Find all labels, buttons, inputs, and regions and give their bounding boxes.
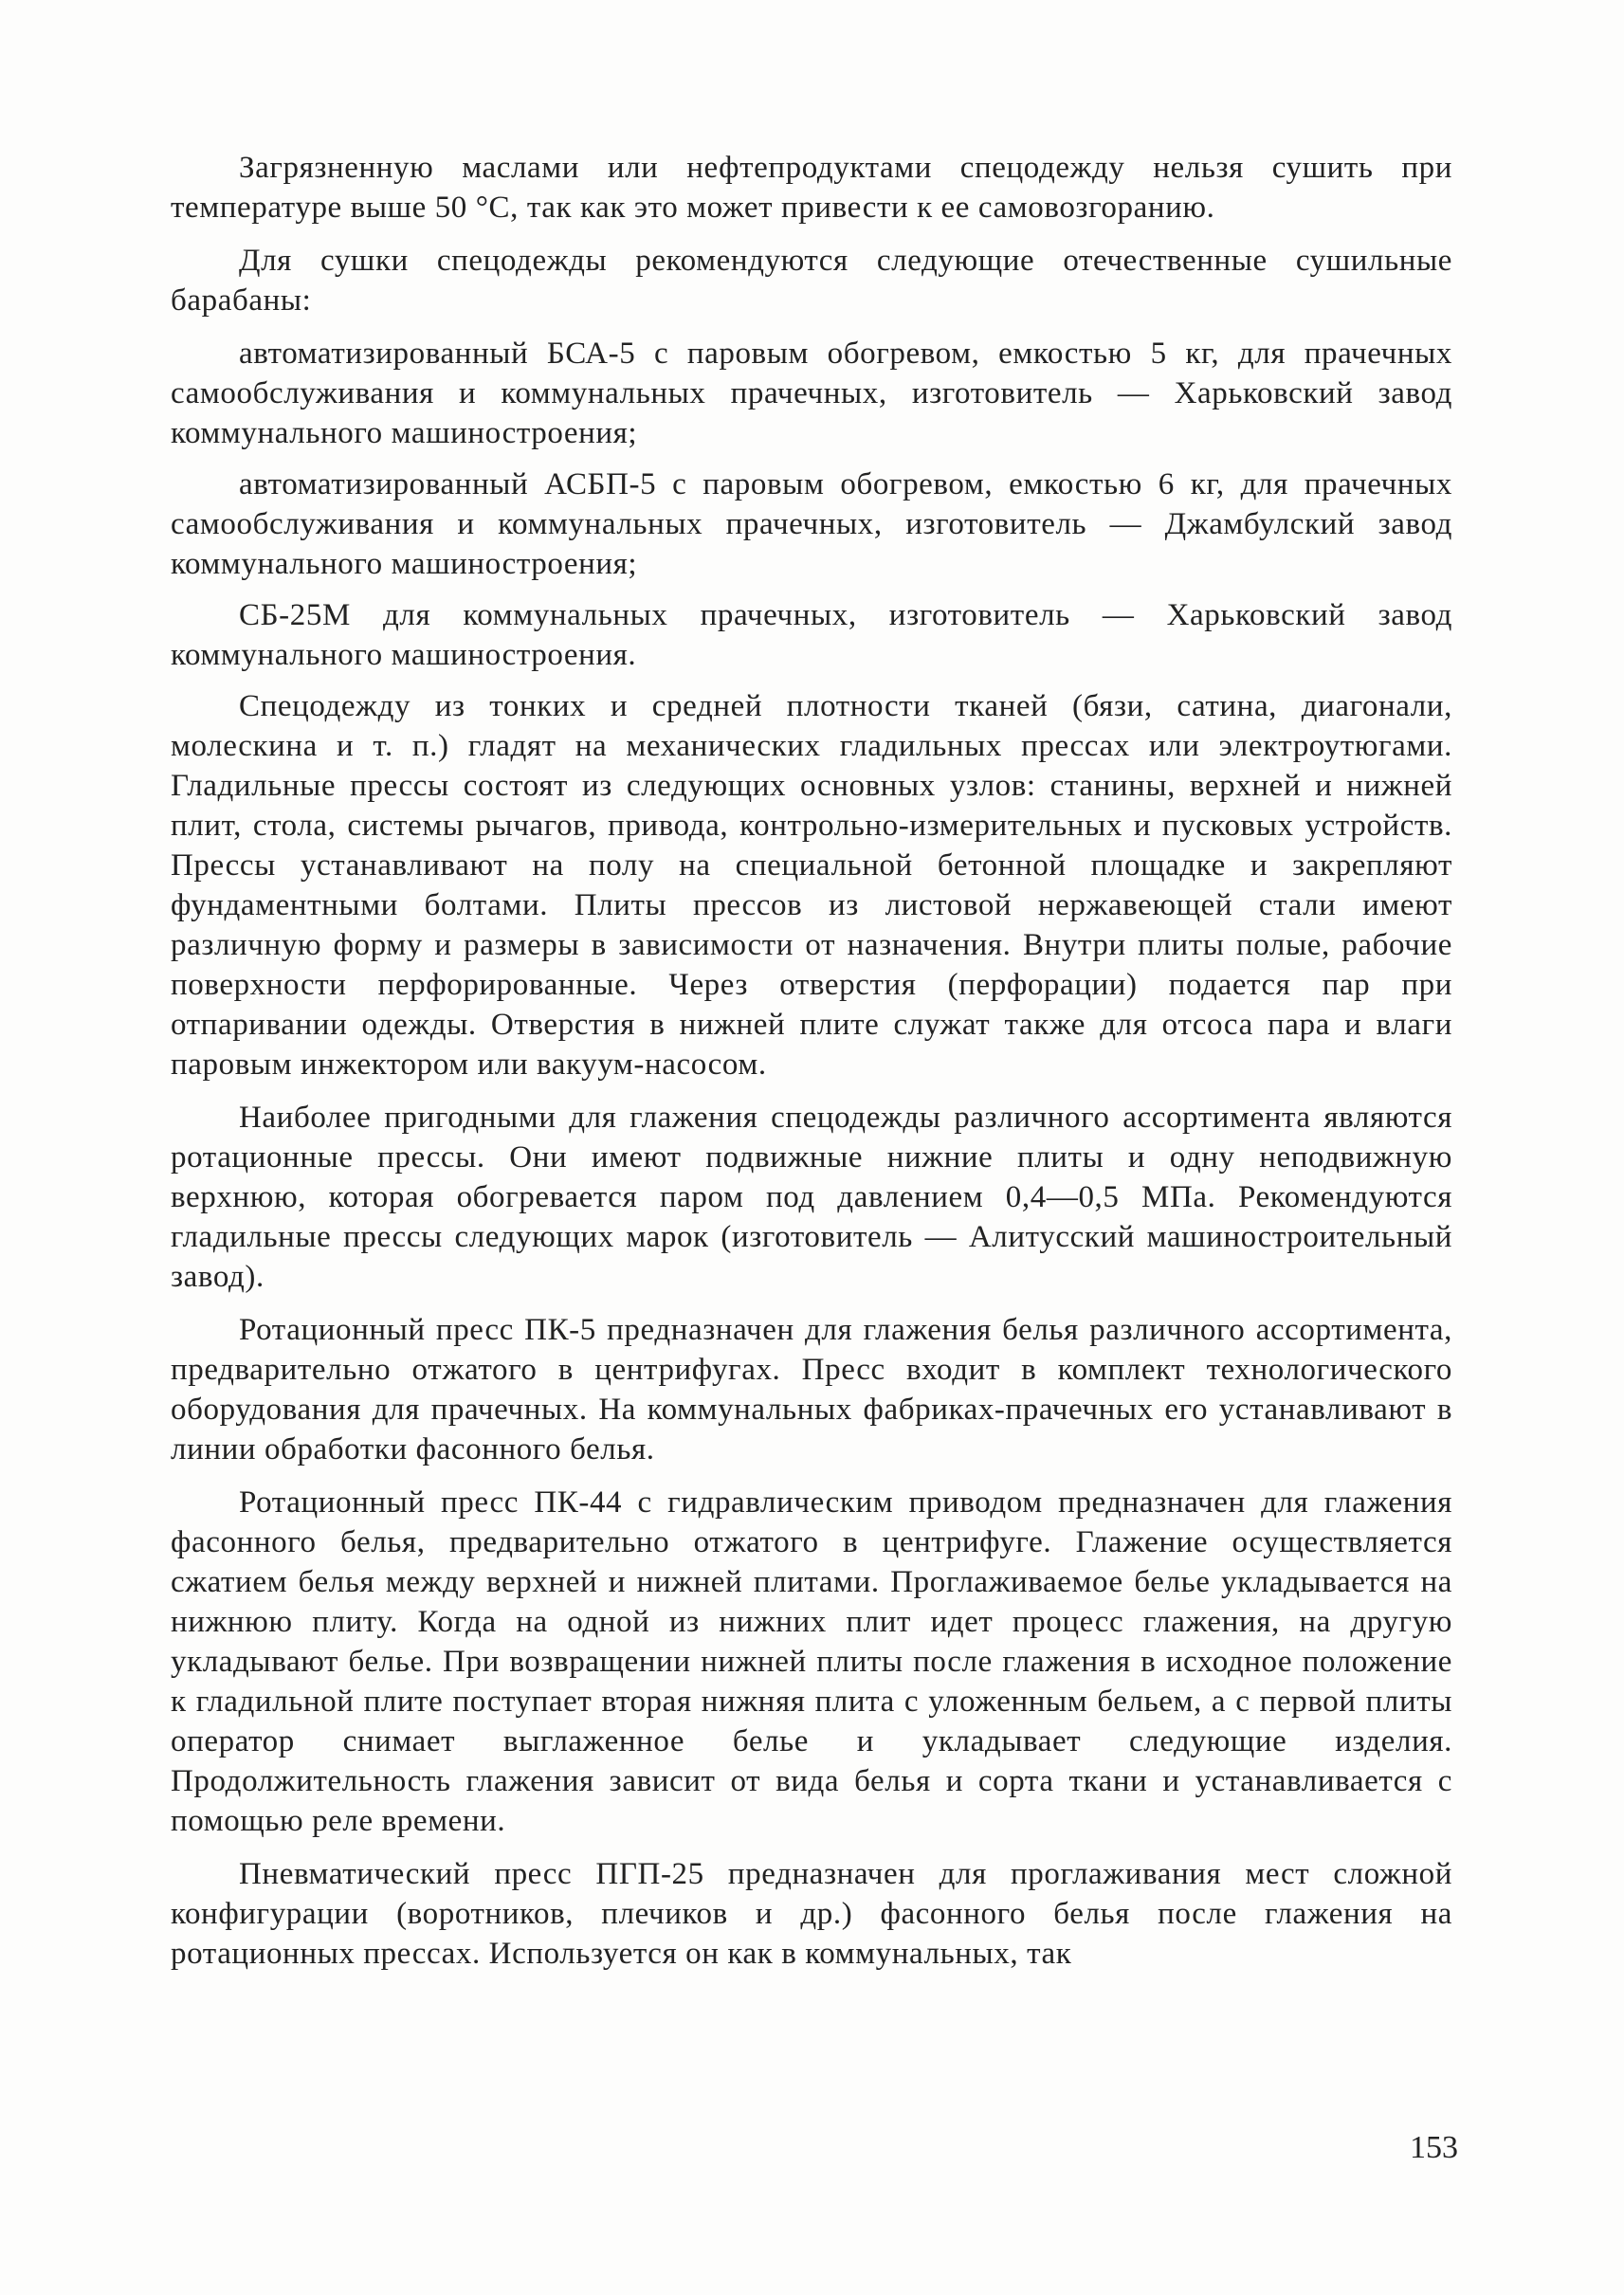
- paragraph-ironing-presses: Спецодежду из тонких и средней плотности тканей (бязи, сатина, диагонали, молескина и т. п.) гладят на механических гладильных прессах или электроутюгами. Гладильные прессы состоят из следующих основных узлов: станины, верхней и нижней плит, стола, системы рычагов, привода, контрольно-измерительных и пусковых устройств. Прессы устанавливают на полу на специальной бетонной площадке и закрепляют фундаментными болтами. Плиты прессов из листовой нержавеющей стали имеют различную форму и размеры в зависимости от назначения. Внутри плиты полые, рабочие поверхности перфорированные. Через отверстия (перфорации) подается пар при отпаривании одежды. Отверстия в нижней плите служат также для отсоса пара и влаги паровым инжектором или вакуум-насосом.: [171, 689, 1452, 1082]
- paragraph-drying-drums-intro: Для сушки спецодежды рекомендуются следующие отечественные сушильные барабаны:: [171, 244, 1452, 318]
- paragraph-drying-warning: Загрязненную маслами или нефтепродуктами спецодежду нельзя сушить при температуре выше 50 °С, так как это может привести к ее самовозгоранию.: [171, 151, 1452, 225]
- paragraph-press-pk44: Ротационный пресс ПК-44 с гидравлическим приводом предназначен для глажения фасонного белья, предварительно отжатого в центрифуге. Глажение осуществляется сжатием белья между верхней и нижней плитами. Проглаживаемое белье укладывается на нижнюю плиту. Когда на одной из нижних плит идет процесс глажения, на другую укладывают белье. При возвращении нижней плиты после глажения в исходное положение к гладильной плите поступает вторая нижняя плита с уложенным бельем, а с первой плиты оператор снимает выглаженное белье и укладывает следующие изделия. Продолжительность глажения зависит от вида белья и сорта ткани и устанавливается с помощью реле времени.: [171, 1485, 1452, 1838]
- body-text: [171, 148, 1452, 1987]
- list-item-asbp5: автоматизированный АСБП-5 с паровым обогревом, емкостью 6 кг, для прачечных самообслуживания и коммунальных прачечных, изготовитель — Джамбулский завод коммунального машиностроения;: [171, 467, 1452, 581]
- list-item-bsa5: автоматизированный БСА-5 с паровым обогревом, емкостью 5 кг, для прачечных самообслуживания и коммунальных прачечных, изготовитель — Харьковский завод коммунального машиностроения;: [171, 337, 1452, 450]
- list-item-sb25m: СБ-25М для коммунальных прачечных, изготовитель — Харьковский завод коммунального машиностроения.: [171, 598, 1452, 672]
- paragraph-rotary-presses: Наиболее пригодными для глажения спецодежды различного ассортимента являются ротационные прессы. Они имеют подвижные нижние плиты и одну неподвижную верхнюю, которая обогревается паром под давлением 0,4—0,5 МПа. Рекомендуются гладильные прессы следующих марок (изготовитель — Алитусский машиностроительный завод).: [171, 1101, 1452, 1294]
- page-number: 153: [1410, 2130, 1458, 2165]
- paragraph-press-pgp25: Пневматический пресс ПГП-25 предназначен для проглаживания мест сложной конфигурации (воротников, плечиков и др.) фасонного белья после глажения на ротационных прессах. Используется он как в коммунальных, так: [171, 1857, 1452, 1971]
- paragraph-press-pk5: Ротационный пресс ПК-5 предназначен для глажения белья различного ассортимента, предварительно отжатого в центрифугах. Пресс входит в комплект технологического оборудования для прачечных. На коммунальных фабриках-прачечных его устанавливают в линии обработки фасонного белья.: [171, 1313, 1452, 1466]
